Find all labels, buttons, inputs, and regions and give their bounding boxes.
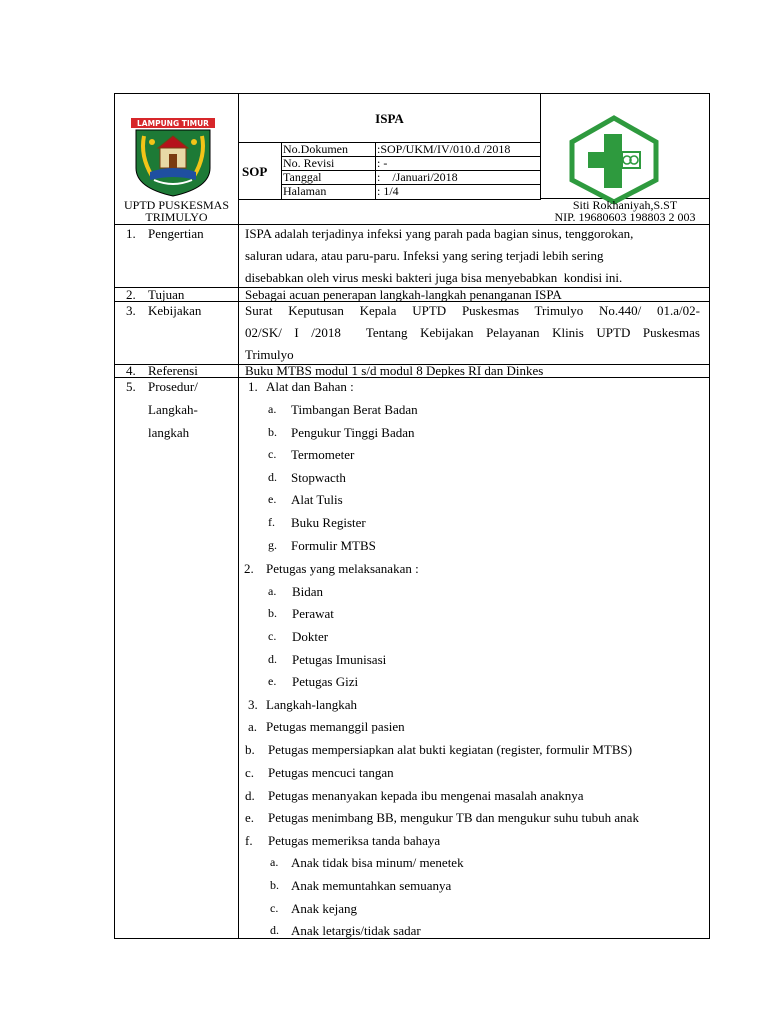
petugas-marker-d: d. <box>268 652 277 666</box>
langkah-item-b: Petugas mempersiapkan alat bukti kegiatan (register, formulir MTBS) <box>268 742 633 757</box>
puskesmas-logo <box>566 114 662 204</box>
langkah-marker-e: e. <box>245 810 255 825</box>
row-pengertian-top <box>114 224 710 225</box>
langkah-item-f: Petugas memeriksa tanda bahaya <box>268 833 441 848</box>
langkah-marker-f: f. <box>245 833 253 848</box>
alat-marker-e: e. <box>268 492 277 506</box>
svg-text:LAMPUNG TIMUR: LAMPUNG TIMUR <box>137 119 209 128</box>
doc-info-label-tanggal: Tanggal <box>283 170 322 184</box>
pengertian-line-3: disebabkan oleh virus meski bakteri juga bisa menyebabkan kondisi ini. <box>245 270 623 285</box>
langkah-num: 3. <box>248 697 258 712</box>
petugas-marker-e: e. <box>268 674 277 688</box>
doc-info-label-halaman: Halaman <box>283 184 327 198</box>
alat-title: Alat dan Bahan : <box>266 379 354 394</box>
table-bottom-border <box>114 938 710 939</box>
alat-marker-d: d. <box>268 470 277 484</box>
referensi-text: Buku MTBS modul 1 s/d modul 8 Depkes RI dan Dinkes <box>245 363 544 378</box>
lampung-timur-logo <box>130 116 216 198</box>
kebijakan-line-1: Surat Keputusan Kepala UPTD Puskesmas Trimulyo No.440/ 01.a/02- <box>245 303 700 318</box>
kebijakan-line-2: 02/SK/ I /2018 Tentang Kebijakan Pelayanan Klinis UPTD Puskesmas <box>245 325 700 340</box>
tanda-bahaya-item-b: Anak memuntahkan semuanya <box>291 878 452 893</box>
petugas-marker-c: c. <box>268 629 277 643</box>
alat-item-c: Termometer <box>291 447 355 462</box>
prosedur-num: 5. <box>126 379 136 394</box>
prosedur-label-line-2: Langkah- <box>148 402 198 417</box>
tanda-bahaya-marker-d: d. <box>270 923 279 937</box>
langkah-marker-c: c. <box>245 765 255 780</box>
pengertian-label: Pengertian <box>148 226 204 241</box>
table-top-border <box>114 93 710 94</box>
signer-nip: NIP. 19680603 198803 2 003 <box>554 210 696 224</box>
doc-info-value-no-revisi: : - <box>377 156 388 170</box>
sop-label: SOP <box>242 164 268 179</box>
tujuan-text: Sebagai acuan penerapan langkah-langkah penanganan ISPA <box>245 287 562 302</box>
tanda-bahaya-item-a: Anak tidak bisa minum/ menetek <box>291 855 464 870</box>
petugas-item-d: Petugas Imunisasi <box>292 652 387 667</box>
kebijakan-num: 3. <box>126 303 136 318</box>
referensi-label: Referensi <box>148 363 198 378</box>
document-title: ISPA <box>375 111 404 126</box>
alat-item-e: Alat Tulis <box>291 492 343 507</box>
tanda-bahaya-item-d: Anak letargis/tidak sadar <box>291 923 421 938</box>
petugas-item-b: Perawat <box>292 606 334 621</box>
petugas-item-a: Bidan <box>292 584 324 599</box>
doc-info-label-no-dokumen: No.Dokumen <box>283 142 348 156</box>
langkah-item-d: Petugas menanyakan kepada ibu mengenai masalah anaknya <box>268 788 584 803</box>
kebijakan-label: Kebijakan <box>148 303 202 318</box>
langkah-item-a: Petugas memanggil pasien <box>266 719 405 734</box>
doc-info-value-no-dokumen: :SOP/UKM/IV/010.d /2018 <box>377 142 511 156</box>
alat-item-d: Stopwacth <box>291 470 346 485</box>
pengertian-line-1: ISPA adalah terjadinya infeksi yang parah pada bagian sinus, tenggorokan, <box>245 226 634 241</box>
org-name-line-1: UPTD PUSKESMAS <box>123 198 230 212</box>
petugas-item-e: Petugas Gizi <box>292 674 359 689</box>
langkah-title: Langkah-langkah <box>266 697 357 712</box>
tanda-bahaya-item-c: Anak kejang <box>291 901 358 916</box>
alat-marker-c: c. <box>268 447 277 461</box>
tujuan-num: 2. <box>126 287 136 302</box>
langkah-marker-a: a. <box>248 719 258 734</box>
petugas-title: Petugas yang melaksanakan : <box>266 561 419 576</box>
petugas-num: 2. <box>244 561 254 576</box>
petugas-marker-b: b. <box>268 606 277 620</box>
org-name-line-2: TRIMULYO <box>145 210 208 224</box>
alat-num: 1. <box>248 379 258 394</box>
kebijakan-line-3: Trimulyo <box>245 347 294 362</box>
tanda-bahaya-marker-c: c. <box>270 901 279 915</box>
tanda-bahaya-marker-a: a. <box>270 855 279 869</box>
tujuan-label: Tujuan <box>148 287 185 302</box>
prosedur-label-line-3: langkah <box>148 425 190 440</box>
doc-info-label-no-revisi: No. Revisi <box>283 156 335 170</box>
alat-marker-f: f. <box>268 515 275 529</box>
petugas-marker-a: a. <box>268 584 277 598</box>
langkah-item-e: Petugas menimbang BB, mengukur TB dan mengukur suhu tubuh anak <box>268 810 639 825</box>
alat-item-g: Formulir MTBS <box>291 538 376 553</box>
alat-marker-b: b. <box>268 425 277 439</box>
prosedur-label-line-1: Prosedur/ <box>148 379 198 394</box>
header-bottom-middle <box>238 199 541 200</box>
alat-marker-a: a. <box>268 402 277 416</box>
langkah-marker-b: b. <box>245 742 255 757</box>
alat-item-a: Timbangan Berat Badan <box>291 402 418 417</box>
alat-marker-g: g. <box>268 538 277 552</box>
langkah-marker-d: d. <box>245 788 255 803</box>
signer-name: Siti Rokhaniyah,S.ST <box>572 198 678 212</box>
petugas-item-c: Dokter <box>292 629 329 644</box>
doc-info-value-tanggal: : /Januari/2018 <box>377 170 458 184</box>
pengertian-num: 1. <box>126 226 136 241</box>
doc-info-value-halaman: : 1/4 <box>377 184 399 198</box>
langkah-item-c: Petugas mencuci tangan <box>268 765 394 780</box>
alat-item-b: Pengukur Tinggi Badan <box>291 425 415 440</box>
pengertian-line-2: saluran udara, atau paru-paru. Infeksi yang sering terjadi lebih sering <box>245 248 604 263</box>
tanda-bahaya-marker-b: b. <box>270 878 279 892</box>
referensi-num: 4. <box>126 363 136 378</box>
alat-item-f: Buku Register <box>291 515 366 530</box>
